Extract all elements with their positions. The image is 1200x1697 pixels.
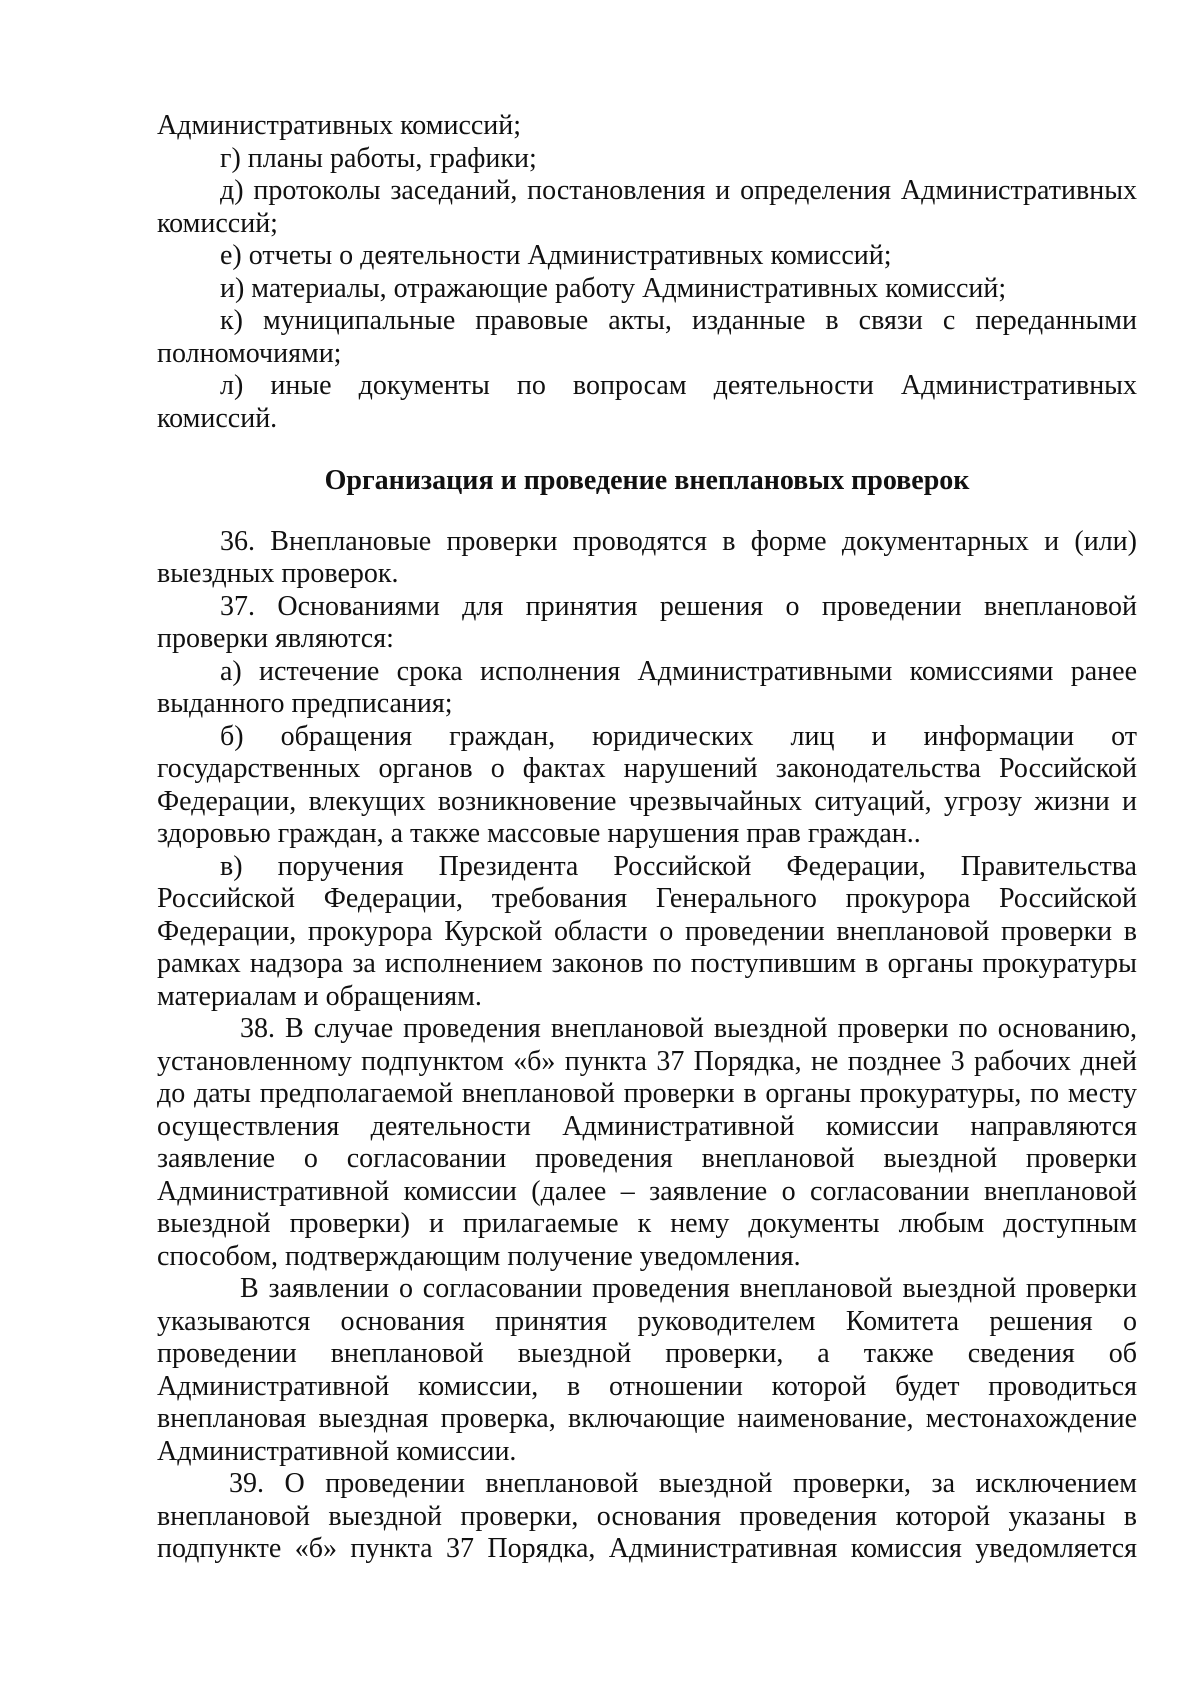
document-page <box>157 110 1137 1566</box>
list-item-i: и) материалы, отражающие работу Административных комиссий; <box>220 272 1007 304</box>
clause-37-a: а) истечение срока исполнения Административными комиссиями ранее выданного предписания; <box>157 655 1137 719</box>
clause-39: 39. О проведении внеплановой выездной проверки, за исключением внеплановой выездной проверки, основания проведения которой указаны в подпункте «б» пункта 37 Порядка, Административная комиссия уведомляется <box>157 1468 1137 1564</box>
list-item-g: г) планы работы, графики; <box>220 142 537 174</box>
list-item-k: к) муниципальные правовые акты, изданные в связи с переданными полномочиями; <box>157 305 1137 369</box>
clause-38-statement: В заявлении о согласовании проведения внеплановой выездной проверки указываются основания принятия руководителем Комитета решения о проведении внеплановой выездной проверки, а также сведения об Административной комиссии, в отношении которой будет проводиться внеплановая выездная проверка, включающие наименование, местонахождение Административной комиссии. <box>157 1273 1137 1467</box>
paragraph: Административных комиссий; <box>157 110 522 141</box>
clause-37-v: в) поручения Президента Российской Федерации, Правительства Российской Федерации, требования Генерального прокурора Российской Федерации, прокурора Курской области о проведении внеплановой проверки в рамках надзора за исполнением законов по поступившим в органы прокуратуры материалам и обращениям. <box>157 850 1137 1012</box>
clause-38: 38. В случае проведения внеплановой выездной проверки по основанию, установленному подпунктом «б» пункта 37 Порядка, не позднее 3 рабочих дней до даты предполагаемой внеплановой проверки в органы прокуратуры, по месту осуществления деятельности Административной комиссии направляются заявление о согласовании проведения внеплановой выездной проверки Административной комиссии (далее – заявление о согласовании внеплановой выездной проверки) и прилагаемые к нему документы любым доступным способом, подтверждающим получение уведомления. <box>157 1013 1137 1272</box>
clause-37-b: б) обращения граждан, юридических лиц и информации от государственных органов о фактах нарушений законодательства Российской Федерации, влекущих возникновение чрезвычайных ситуаций, угрозу жизни и здоровью граждан, а также массовые нарушения прав граждан.. <box>157 720 1137 849</box>
clause-37: 37. Основаниями для принятия решения о проведении внеплановой проверки являются: <box>157 590 1137 654</box>
list-item-e: е) отчеты о деятельности Административных комиссий; <box>220 240 892 271</box>
clause-36: 36. Внеплановые проверки проводятся в форме документарных и (или) выездных проверок. <box>157 525 1137 589</box>
list-item-l: л) иные документы по вопросам деятельности Административных комиссий. <box>157 370 1137 434</box>
section-heading: Организация и проведение внеплановых проверок <box>324 465 970 496</box>
list-item-d: д) протоколы заседаний, постановления и определения Административных комиссий; <box>157 175 1137 239</box>
